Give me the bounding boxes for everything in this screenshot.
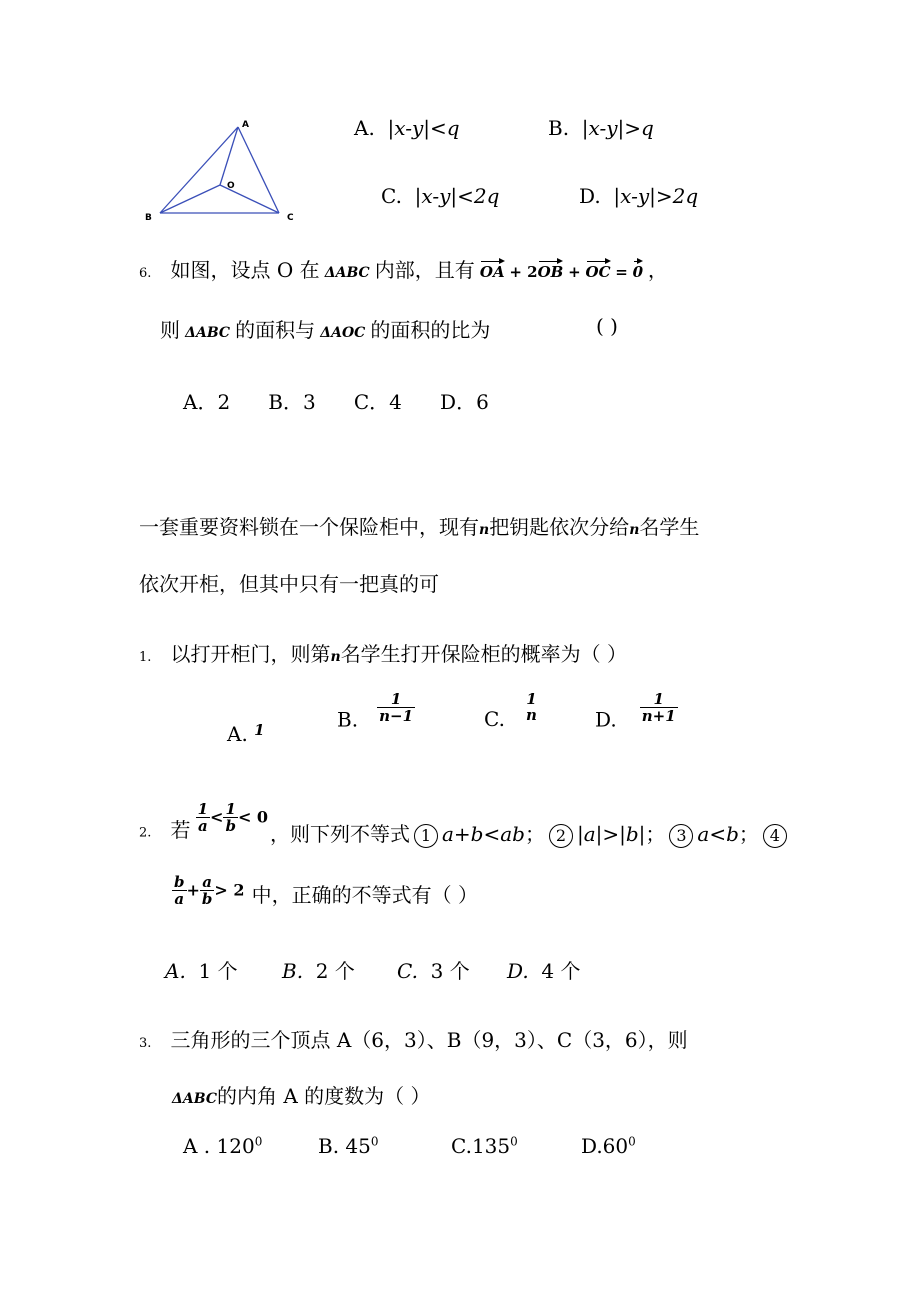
fraction-a-over-b: $\frac{a}{b}$ xyxy=(201,873,213,908)
q1-option-c: C. 1 n xyxy=(484,690,537,731)
q3-option-c: C.135$^0$ xyxy=(451,1134,518,1158)
q1-option-a: A. $^1$ xyxy=(227,721,265,746)
fraction-1-over-n-minus-1: $\frac{1}{n-1}$ xyxy=(379,690,414,725)
figure-label-c: C xyxy=(287,213,294,223)
q5-option-c: C. |x-y|<2q xyxy=(381,184,500,208)
q2-stem-continued: ，则下列不等式 1 a+b<ab； 2 |a|>|b|； 3 a<b； 4 xyxy=(270,818,791,848)
q2-line2: $\frac{b}{a}$ + $\frac{a}{b}$ > 2 中，正确的不等式有（ ） xyxy=(174,873,478,908)
triangle-figure xyxy=(138,112,308,232)
q2-option-b: B. 2 个 xyxy=(282,959,355,983)
fraction-b-over-a: $\frac{b}{a}$ xyxy=(174,873,185,908)
figure-label-b: B xyxy=(145,213,152,223)
q2-option-a: A. 1 个 xyxy=(165,959,238,983)
q5-option-d: D. |x-y|>2q xyxy=(579,184,699,208)
figure-label-a: A xyxy=(242,120,249,130)
q6-line2: 则 ΔABC 的面积与 ΔAOC 的面积的比为 xyxy=(160,318,491,342)
fraction-1-over-n: 1 n xyxy=(526,690,537,724)
q3-option-d: $D.60^0$ xyxy=(581,1134,636,1158)
q2-stem: $_{2.}$ 若 $\frac{1}{a}$ < $\frac{1}{b}$ < 0 xyxy=(139,800,269,842)
fraction-1-over-n-plus-1: $\frac{1}{n+1}$ xyxy=(641,690,676,725)
q6-line1: 6. 如图，设点 O 在 ΔABC 内部，且有 OA + 2OB + OC = 0 ， xyxy=(139,258,668,282)
q1-option-d: D. $\frac{1}{n+1}$ xyxy=(595,690,676,732)
q1-option-b: B. $\frac{1}{n-1}$ xyxy=(337,690,414,732)
q3-option-b: B. $45^0$ xyxy=(318,1134,379,1158)
q6-options: A．2 B．3 C．4 D．6 xyxy=(183,390,489,414)
q3-option-a: A . $120^0$ xyxy=(183,1134,263,1158)
vector-equation: OA + 2OB + OC = 0 xyxy=(480,263,648,281)
q2-option-d: D. 4 个 xyxy=(507,959,581,983)
q5-option-b: B. |x-y|>q xyxy=(548,116,654,140)
q3-line2: ΔABC的内角 A 的度数为（ ） xyxy=(172,1084,431,1108)
fraction-1-over-a: $\frac{1}{a}$ xyxy=(197,800,209,835)
q6-answer-paren: ( ) xyxy=(596,314,618,338)
q2-option-c: C. 3 个 xyxy=(397,959,470,983)
q3-stem: 3. 三角形的三个顶点 A（6，3）、B（9，3）、C（3，6），则 xyxy=(139,1028,688,1052)
q1-stem: 1. 以打开柜门，则第n名学生打开保险柜的概率为（ ） xyxy=(139,642,628,666)
intro-line2: 依次开柜，但其中只有一把真的可 xyxy=(139,572,439,596)
fraction-1-over-b: $\frac{1}{b}$ xyxy=(225,800,236,835)
intro-line1: 一套重要资料锁在一个保险柜中，现有n把钥匙依次分给n名学生 xyxy=(139,515,700,539)
q5-option-a: A. |x-y|<q xyxy=(354,116,460,140)
figure-label-o: O xyxy=(227,181,235,191)
